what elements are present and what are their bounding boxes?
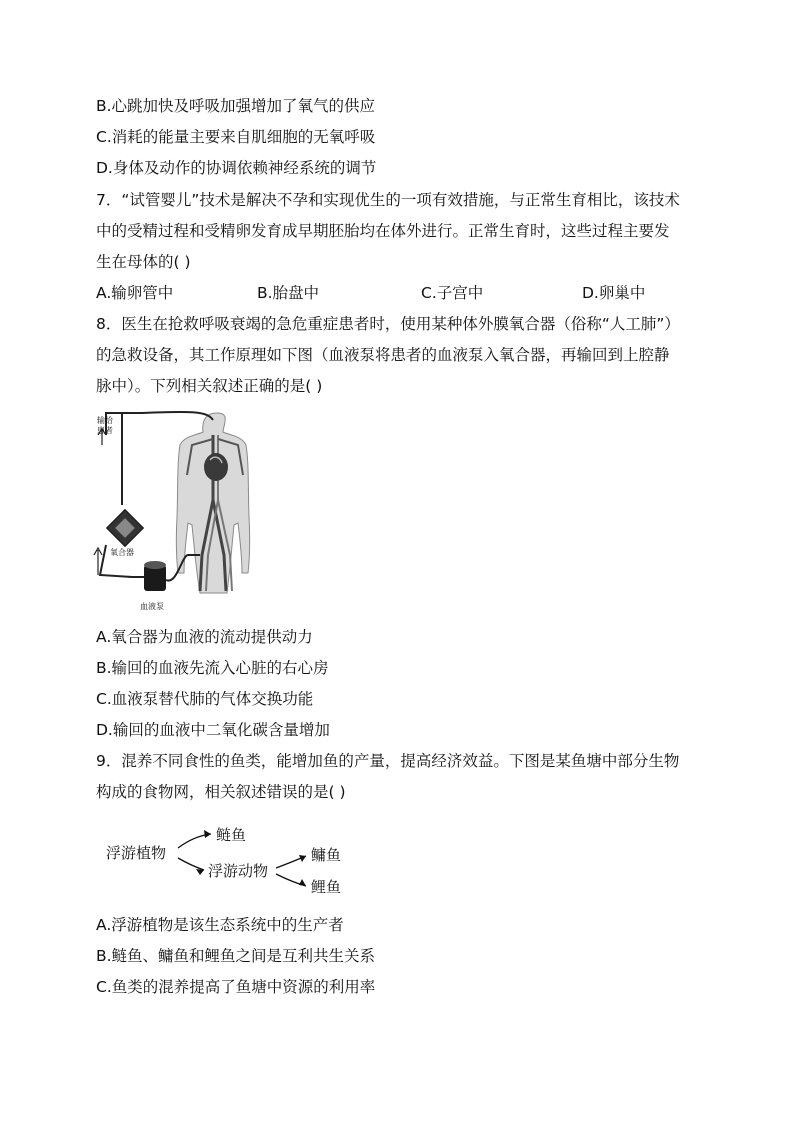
ecmo-figure — [92, 405, 272, 615]
q7-option-a: A.输卵管中 — [96, 284, 174, 302]
food-web-figure — [96, 818, 356, 898]
q6-option-b: B.心跳加快及呼吸加强增加了氧气的供应 — [96, 97, 376, 115]
q7-option-b: B.胎盘中 — [257, 284, 320, 302]
q7-stem-line1: 7．“试管婴儿”技术是解决不孕和实现优生的一项有效措施，与正常生育相比，该技术 — [96, 191, 680, 209]
label-return-to-patient: 输给患者 — [97, 416, 113, 435]
oxygenator-device — [107, 510, 144, 547]
arrow-producer-to-consumer — [178, 858, 204, 870]
q9-option-a: A.浮游植物是该生态系统中的生产者 — [96, 916, 344, 934]
q9-option-c: C.鱼类的混养提高了鱼塘中资源的利用率 — [96, 978, 376, 996]
q9-option-b: B.鲢鱼、鳙鱼和鲤鱼之间是互利共生关系 — [96, 947, 376, 965]
q9-stem-line2: 构成的食物网，相关叙述错误的是( ) — [96, 783, 346, 801]
q6-option-d: D.身体及动作的协调依赖神经系统的调节 — [96, 159, 377, 177]
node-fish2: 鳙鱼 — [311, 846, 342, 864]
q9-stem-line1: 9．混养不同食性的鱼类，能增加鱼的产量，提高经济效益。下图是某鱼塘中部分生物 — [96, 752, 680, 770]
blood-pump-device — [144, 561, 166, 591]
q7-stem-line3: 生在母体的( ) — [96, 253, 191, 271]
node-consumer: 浮游动物 — [208, 862, 269, 880]
q7-option-c: C.子宫中 — [421, 284, 484, 302]
node-fish1: 鲢鱼 — [216, 826, 247, 844]
label-blood-pump: 血液泵 — [140, 602, 164, 611]
q8-stem-line1: 8．医生在抢救呼吸衰竭的急危重症患者时，使用某种体外膜氧合器（俗称“人工肺”） — [96, 315, 680, 333]
q8-option-b: B.输回的血液先流入心脏的右心房 — [96, 659, 329, 677]
q8-stem-line2: 的急救设备，其工作原理如下图（血液泵将患者的血液泵入氧合器，再输回到上腔静 — [96, 346, 670, 364]
q7-stem-line2: 中的受精过程和受精卵发育成早期胚胎均在体外进行。正常生育时，这些过程主要发 — [96, 222, 670, 240]
q8-stem-line3: 脉中）。下列相关叙述正确的是( ) — [96, 377, 323, 395]
node-fish3: 鲤鱼 — [311, 878, 342, 896]
node-producer: 浮游植物 — [106, 844, 167, 862]
q8-option-d: D.输回的血液中二氧化碳含量增加 — [96, 721, 330, 739]
q6-option-c: C.消耗的能量主要来自肌细胞的无氧呼吸 — [96, 128, 376, 146]
q7-option-d: D.卵巢中 — [582, 284, 646, 302]
q8-option-a: A.氧合器为血液的流动提供动力 — [96, 628, 313, 646]
label-oxygenator: 氧合器 — [110, 548, 134, 557]
q8-option-c: C.血液泵替代肺的气体交换功能 — [96, 690, 314, 708]
